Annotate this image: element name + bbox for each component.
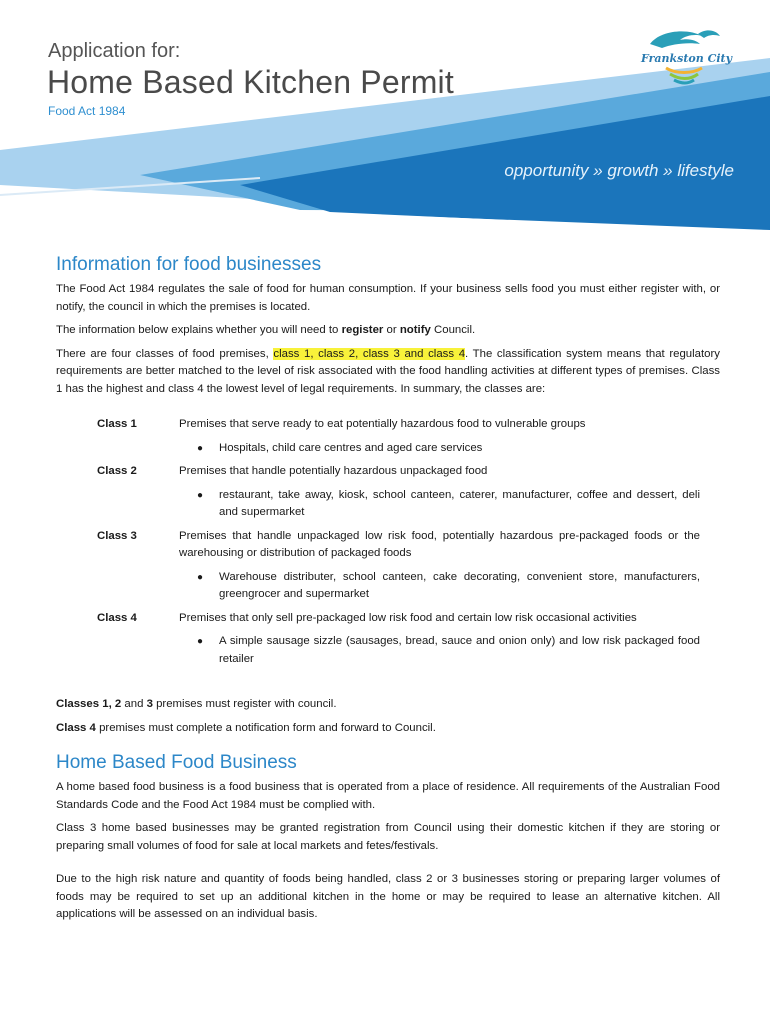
bullet-icon: ● [197, 571, 204, 583]
bullet-text: Warehouse distributer, school canteen, cake decorating, convenient store, manufacturers, greengrocer and supermarket [219, 570, 700, 600]
class-row-1 [97, 416, 700, 457]
bold-register: register [341, 324, 384, 336]
summary-register [56, 696, 720, 714]
paragraph-high-risk: Due to the high risk nature and quantity of foods being handled, class 2 or 3 businesses storing or preparing larger volumes of foods may be required to set up an additional kitchen in the home or may be required to lease an alternative kitchen. All applications will be assessed on an individual basis. [56, 873, 720, 920]
bold-text: Class 4 [56, 721, 96, 734]
bold-notify: notify [399, 324, 431, 336]
class-row-4 [97, 610, 700, 669]
class-bullet [197, 440, 700, 458]
bold-text: 3 [146, 698, 153, 710]
bullet-text: restaurant, take away, kiosk, school canteen, caterer, manufacturer, coffee and dessert, deli and supermarket [219, 488, 700, 518]
class-bullet [197, 633, 700, 668]
text-run: premises must register with council. [152, 698, 337, 710]
application-for-label: Application for: [48, 40, 181, 62]
bullet-text: A simple sausage sizzle (sausages, bread, sauce and onion only) and low risk packaged food retailer [219, 635, 700, 665]
bullet-icon: ● [197, 636, 204, 647]
class-label: Class 1 [97, 418, 137, 430]
text-run: . The classification system means that regulatory requirements are better matched to the level of risk associated with the food handling activities at different types of premises. Class 1 has the highest and class 4 the lowest level of legal requirements. In summary, the classes are: [56, 347, 720, 395]
bullet-text: Hospitals, child care centres and aged care services [219, 441, 483, 454]
class-bullet [197, 487, 700, 522]
logo-text: Frankston City [641, 52, 733, 65]
tagline: opportunity » growth » lifestyle [504, 161, 734, 180]
paragraph-register-notify [56, 322, 720, 340]
class-description: Premises that only sell pre-packaged low risk food and certain low risk occasional activities [179, 611, 637, 624]
class-label: Class 4 [97, 611, 137, 624]
section-home-based [56, 751, 720, 924]
class-description: Premises that handle potentially hazardous unpackaged food [179, 465, 488, 477]
paragraph-class3-domestic: Class 3 home based businesses may be granted registration from Council using their domestic kitchen if they are storing or preparing small volumes of food for sale at local markets and fetes/festivals. [56, 822, 720, 852]
text-run: or [383, 324, 400, 336]
text-run: There are four classes of food premises, [56, 347, 274, 360]
class-list [97, 416, 700, 668]
section-heading-food-businesses: Information for food businesses [56, 254, 322, 275]
class-row-3 [97, 528, 700, 604]
page-subtitle: Food Act 1984 [48, 104, 126, 118]
text-run: Council. [430, 324, 476, 336]
text-run: The information below explains whether you will need to [56, 324, 342, 336]
paragraph-food-act: The Food Act 1984 regulates the sale of food for human consumption. If your business sells food you must either register with, or notify, the council in which the premises is located. [56, 283, 720, 313]
bullet-icon: ● [197, 489, 204, 501]
section-heading-home-based: Home Based Food Business [56, 752, 297, 773]
registration-summary [56, 696, 720, 737]
bullet-icon: ● [197, 442, 204, 454]
text-run: and [121, 698, 147, 710]
highlighted-classes: class 1, class 2, class 3 and class 4 [273, 347, 466, 360]
class-label: Class 3 [97, 529, 137, 542]
page-header [0, 0, 770, 250]
class-bullet [197, 569, 700, 604]
class-row-2 [97, 463, 700, 522]
bold-text: Classes 1, 2 [56, 698, 122, 710]
text-run: premises must complete a notification form and forward to Council. [95, 721, 436, 734]
summary-notify [56, 720, 720, 738]
class-label: Class 2 [97, 465, 137, 477]
class-description: Premises that handle unpackaged low risk food, potentially hazardous pre-packaged foods or the warehousing or distribution of packaged foods [179, 529, 700, 559]
page-title: Home Based Kitchen Permit [47, 64, 454, 100]
paragraph-classes-intro [56, 346, 720, 399]
document-body [56, 253, 720, 930]
paragraph-home-based-definition: A home based food business is a food business that is operated from a place of residence. All requirements of the Australian Food Standards Code and the Food Act 1984 must be complied with. [56, 781, 720, 811]
class-description: Premises that serve ready to eat potentially hazardous food to vulnerable groups [179, 418, 586, 430]
